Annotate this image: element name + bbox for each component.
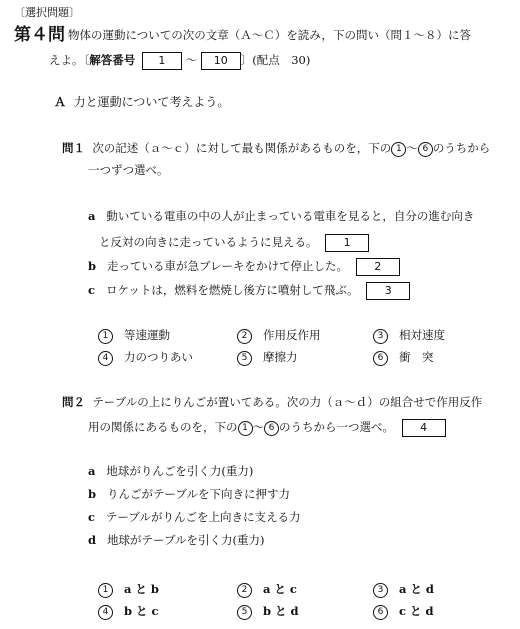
circle-number-icon: 1	[238, 421, 253, 436]
section-label: 〔選択問題〕	[14, 6, 80, 19]
q2-choice-3	[373, 583, 434, 598]
intro-line-1: 物体の運動についての次の文章（Ａ～Ｃ）を読み，下の問い（問１～８）に答	[68, 28, 471, 42]
answer-box-4: 4	[402, 419, 446, 437]
q2-text-b: のうちから一つ選べ。	[279, 420, 394, 434]
circle-number-icon: 6	[418, 142, 433, 157]
choice-text: a と c	[262, 582, 297, 596]
item-text: 動いている電車の中の人が止まっている電車を見ると，自分の進む向き	[106, 209, 475, 223]
answer-box-3: 3	[366, 282, 410, 300]
circle-number-icon: 2	[237, 583, 252, 598]
q1-choice-4	[98, 351, 193, 366]
q2-label: 問２	[62, 395, 85, 409]
item-text: ロケットは，燃料を燃焼し後方に噴射して飛ぶ。	[105, 283, 359, 297]
q2-text-a: 用の関係にあるものを，下の	[88, 420, 238, 434]
circle-number-icon: 6	[264, 421, 279, 436]
q2-item-a	[88, 466, 253, 478]
item-letter: b	[88, 487, 97, 501]
item-text: テーブルがりんごを上向きに支える力	[105, 510, 301, 524]
circle-number-icon: 4	[98, 351, 113, 366]
q1-item-b	[88, 258, 400, 276]
q2-text: テーブルの上にりんごが置いてある。次の力（ａ～ｄ）の組合せで作用反作	[92, 395, 483, 409]
q2-item-d	[88, 535, 264, 547]
item-text: りんごがテーブルを下向きに押す力	[107, 487, 290, 501]
choice-text: 力のつりあい	[123, 350, 193, 364]
q1-label: 問１	[62, 141, 85, 155]
part-a-heading	[54, 96, 229, 108]
item-letter: a	[88, 209, 96, 223]
q1-item-a-line-1	[88, 211, 474, 223]
circle-number-icon: 5	[237, 605, 252, 620]
choice-text: 等速運動	[123, 328, 170, 342]
circle-number-icon: 1	[98, 329, 113, 344]
circle-number-icon: 3	[373, 583, 388, 598]
item-text: 地球がりんごを引く力(重力)	[106, 464, 254, 478]
q2-choice-2	[237, 583, 297, 598]
answer-last-box: 10	[201, 52, 241, 70]
answer-box-1: 1	[325, 234, 369, 252]
q1-item-a-line-2	[99, 234, 369, 252]
q2-line-1	[62, 397, 482, 409]
item-letter: d	[88, 533, 97, 547]
circle-number-icon: 6	[373, 605, 388, 620]
intro-line-2	[49, 52, 310, 70]
q1-choice-2	[237, 329, 320, 344]
q1-item-c	[88, 282, 410, 300]
q1-text-a: 次の記述（ａ～ｃ）に対して最も関係があるものを，下の	[92, 141, 392, 155]
q1-text-b: のうちから	[432, 141, 491, 155]
q2-choice-4	[98, 605, 159, 620]
q2-item-c	[88, 512, 300, 524]
circle-number-icon: 2	[237, 329, 252, 344]
q1-line-1	[62, 142, 490, 157]
q1-line-2: 一つずつ選べ。	[88, 163, 169, 177]
choice-text: a と d	[398, 582, 434, 596]
q1-choice-1	[98, 329, 170, 344]
part-a-text: 力と運動について考えよう。	[73, 95, 230, 109]
item-text: 地球がテーブルを引く力(重力)	[107, 533, 265, 547]
circle-number-icon: 1	[98, 583, 113, 598]
item-text: と反対の向きに走っているように見える。	[99, 235, 318, 249]
intro-line-2-prefix: えよ。〔	[49, 53, 90, 67]
choice-text: 摩擦力	[262, 350, 298, 364]
choice-text: b と d	[262, 604, 299, 618]
answer-box-2: 2	[356, 258, 400, 276]
q2-tilde: ～	[252, 420, 264, 434]
item-text: 走っている車が急ブレーキをかけて停止した。	[107, 259, 349, 273]
circle-number-icon: 4	[98, 605, 113, 620]
q2-choice-5	[237, 605, 299, 620]
circle-number-icon: 1	[391, 142, 406, 157]
answer-tilde: ～	[185, 53, 198, 67]
answer-first-box: 1	[142, 52, 182, 70]
q2-item-b	[88, 489, 290, 501]
circle-number-icon: 3	[373, 329, 388, 344]
q1-choice-5	[237, 351, 297, 366]
q2-choice-6	[373, 605, 434, 620]
answer-number-label: 解答番号	[89, 53, 136, 67]
item-letter: c	[88, 510, 96, 524]
circle-number-icon: 5	[237, 351, 252, 366]
circle-number-icon: 6	[373, 351, 388, 366]
q2-line-2	[88, 419, 446, 437]
part-a-label: Ａ	[54, 95, 67, 109]
choice-text: 相対速度	[398, 328, 445, 342]
item-letter: a	[88, 464, 96, 478]
q1-tilde: ～	[406, 141, 418, 155]
choice-text: a と b	[123, 582, 159, 596]
choice-text: 作用反作用	[262, 328, 321, 342]
choice-text: b と c	[123, 604, 159, 618]
q2-choice-1	[98, 583, 159, 598]
q1-choice-6	[373, 351, 433, 366]
item-letter: c	[88, 283, 96, 297]
points-text: 〕(配点 30)	[240, 53, 311, 67]
question-number: 第４問	[14, 25, 65, 45]
q1-choice-3	[373, 329, 445, 344]
item-letter: b	[88, 259, 97, 273]
choice-text: 衝 突	[398, 350, 434, 364]
choice-text: c と d	[398, 604, 434, 618]
